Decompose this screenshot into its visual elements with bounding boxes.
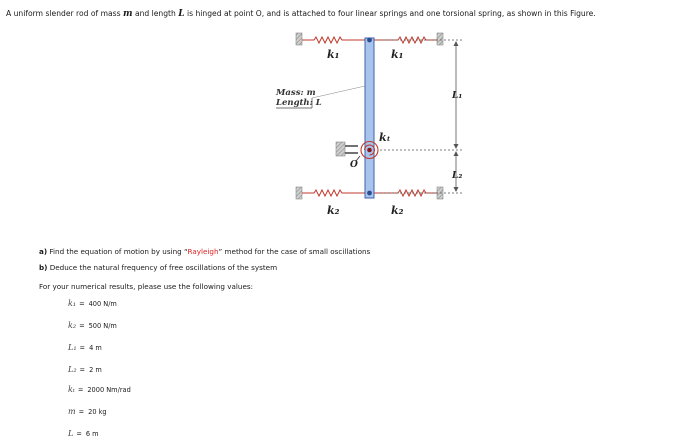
spring-k1-left [302,37,366,43]
mass-length-label [275,86,365,108]
o-label: O [350,160,358,170]
param-value: 4 m [89,344,102,352]
question-b-text: Deduce the natural frequency of free oscillations of the system [47,263,278,272]
param-L: L = 6 m [68,429,99,438]
top-attachment [367,38,372,43]
param-symbol: m [68,407,76,416]
question-a-text-2: ” method for the case of small oscillations [218,247,371,256]
param-symbol: kₜ [68,385,75,394]
param-k2: k₂ = 500 N/m [68,321,117,330]
question-b [39,263,277,272]
k2-right-label: k₂ [391,204,404,217]
param-value: 2000 Nm/rad [87,386,131,394]
mass-symbol: m [123,9,133,19]
param-L1: L₁ = 4 m [68,343,102,352]
intro-text-2: and length [132,9,179,18]
question-b-letter: b) [39,263,48,272]
param-symbol: k₁ [68,299,77,308]
param-k1: k₁ = 400 N/m [68,299,117,308]
k1-right-label: k₁ [391,48,404,61]
rod [365,38,374,198]
rayleigh-highlight: Rayleigh [187,247,219,256]
intro-text-1: A uniform slender rod of mass [6,9,123,18]
param-value: 500 N/m [88,322,117,330]
param-symbol: L₁ [68,343,77,352]
param-m: m = 20 kg [68,407,107,416]
hinge-bracket [345,146,358,153]
param-value: 400 N/m [88,300,117,308]
length-label: Length: L [276,98,322,108]
param-value: 20 kg [88,408,107,416]
top-right-wall [437,33,443,45]
bottom-attachment [367,191,372,196]
L2-label: L₂ [452,171,463,181]
k1-left-label: k₁ [327,48,340,61]
param-kt: kₜ = 2000 Nm/rad [68,385,131,394]
mass-label: Mass: m [276,88,316,98]
spring-k2-left [302,190,366,196]
hinge-ground [336,142,345,156]
dimension-lines [380,40,462,193]
numeric-values-intro: For your numerical results, please use the following values: [39,282,254,291]
k2-left-label: k₂ [327,204,340,217]
kt-label: kₜ [379,131,391,144]
param-symbol: k₂ [68,321,77,330]
param-symbol: L [68,429,74,438]
question-a [39,247,370,256]
question-a-letter: a) [39,247,48,256]
hinge-pin [367,148,372,153]
param-value: 6 m [85,430,99,438]
question-a-text-1: Find the equation of motion by using “ [47,247,188,256]
bottom-left-wall [296,187,302,199]
param-symbol: L₂ [68,365,77,374]
length-symbol: L [178,9,185,19]
param-L2: L₂ = 2 m [68,365,102,374]
param-value: 2 m [89,366,102,374]
top-left-wall [296,33,302,45]
intro-text-3: is hinged at point O, and is attached to four linear springs and one torsional spring, as shown in this Figure. [184,9,596,18]
L1-label: L₁ [452,91,463,101]
